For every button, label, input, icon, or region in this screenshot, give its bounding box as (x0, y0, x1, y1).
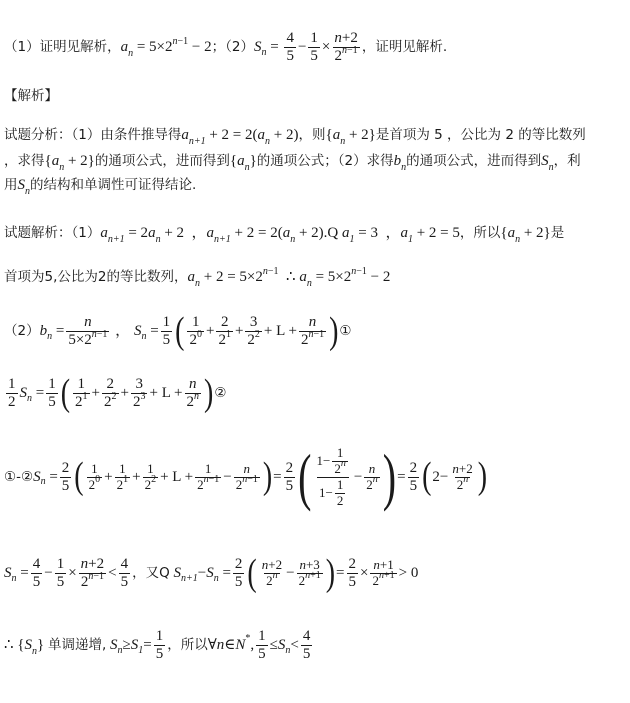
part2-label: （2） (4, 323, 40, 340)
formula-recurrence: $a_{n+1} + 2 = 2(a_n + 2)$ (181, 127, 299, 147)
answer-part3: ，证明见解析. (361, 39, 448, 56)
analysis-text-10: 的结构和单调性可证得结论. (30, 176, 197, 193)
analysis-text-9: 用 (4, 176, 18, 193)
analysis-text-5: 的通项公式，进而得到 (94, 152, 230, 169)
analysis-line-3 (4, 176, 626, 195)
heading-text: 【解析】 (4, 88, 58, 104)
formula-subtraction: S n = $\frac{2}{5}$ ( $\frac{1}{2^0}$ + $\frac{1}{2^1}$ + $\frac{1}{2^2}$ + L + $\frac{1}{2^{n-1}}$ − $\frac{n}{2^{n-1}}$ ) = $\frac{2}{5}$ ( 1− $\frac{1}{2^n}$ 1− $\frac{1}{2}$ − $\frac{n}{2^n}$ ) = $\frac{2}{5}$ ( 2− $\frac{n+2}{2^n}$ ) (33, 440, 488, 513)
solution-text-1: 试题解析：（1） (4, 224, 101, 241)
formula-sn-ref-2: $S_n$ (17, 177, 30, 197)
solution-line-5 (4, 440, 626, 513)
solution-line-2 (4, 268, 626, 287)
analysis-text-2: ，则 (298, 126, 326, 143)
subtract-label: ①-② (4, 468, 34, 485)
solution-text-3: 是 (550, 224, 565, 241)
suoyi-text: ，所以 (167, 637, 208, 654)
circled-two: ② (214, 385, 227, 402)
you-q-text: ，又Q (132, 565, 170, 582)
solution-text-4: 首项为5,公比为2的等比数列， (4, 268, 188, 285)
solution-text-2: ，所以 (459, 224, 501, 241)
analysis-text-3: 是首项为 5 ，公比为 2 的等比数列 (375, 126, 586, 143)
analysis-text-1: 试题分析：（1）由条件推导得 (4, 126, 182, 143)
formula-bn-def: b n = $\frac{n}{5\times 2^{n-1}}$ ， S n = $\frac{1}{5}$ ( $\frac{1}{2^0}$ + $\frac{2}{2^1}$ + $\frac{3}{2^2}$ + L + $\frac{n}{2^{n-1}}$ ) (39, 310, 339, 352)
solution-line-3 (4, 310, 626, 352)
answer-part2: ；（2） (211, 39, 254, 56)
formula-half-sn: $\frac{1}{2}$ S n = $\frac{1}{5}$ ( $\frac{1}{2^1}$ + $\frac{2}{2^2}$ + $\frac{3}{2^3}$ + L + $\frac{n}{2^n}$ ) (8, 372, 214, 414)
formula-final: ∀ n ∈ N * , $\frac{1}{5}$ ≤ S n < $\frac{4}{5}$ (207, 628, 311, 663)
formula-therefore-sn: ∴ $\{S_n\}$ (4, 637, 48, 658)
formula-seq-an: $\{a_n\}$ (229, 153, 257, 173)
formula-sol-2: $a_n + 2 = 5\times 2^{n-1}$ ∴ $a_n = 5\times 2^{n-1} - 2$ (187, 266, 391, 289)
formula-seq-an2: $\{a_n + 2\}$ (325, 127, 376, 147)
analysis-text-6: 的通项公式；（2）求得 (256, 152, 394, 169)
solution-line-1 (4, 224, 626, 243)
analysis-heading (4, 88, 626, 105)
solution-line-7 (4, 628, 626, 664)
answer-part1: （1）证明见解析， (4, 39, 121, 56)
formula-difference: S n+1 − S n = $\frac{2}{5}$ ( $\frac{n+2}{2^n}$ − $\frac{n+3}{2^{n+1}}$ ) = $\frac{2}{5}$ × $\frac{n+1}{2^{n+1}}$ > 0 (173, 552, 419, 594)
analysis-text-4: ，求得 (4, 152, 45, 169)
formula-sol-1: $a_{n+1} = 2a_n + 2$ ，$a_{n+1} + 2 = 2(a_n + 2).Q$ $a_1 = 3$ ，$a_1 + 2 = 5$ (100, 225, 460, 245)
solution-line-6 (4, 552, 626, 594)
solution-line-4 (4, 372, 626, 414)
analysis-text-8: ，利 (553, 152, 581, 169)
analysis-line-2 (4, 152, 626, 171)
formula-sn-bound: S n = $\frac{4}{5}$ − $\frac{1}{5}$ × $\frac{n+2}{2^{n-1}}$ < $\frac{4}{5}$ (4, 556, 129, 591)
formula-seq-an2-b: $\{a_n + 2\}$ (44, 153, 95, 173)
formula-sol-seq: $\{a_n + 2\}$ (500, 225, 551, 245)
formula-sn-min: S n ≥ S 1 = $\frac{1}{5}$ (110, 628, 164, 663)
circled-one: ① (339, 323, 352, 340)
formula-an: $a_n = 5\times 2^{n-1} - 2$ (120, 36, 212, 60)
analysis-line-1 (4, 126, 626, 145)
formula-sn-ref: $S_n$ (541, 153, 554, 173)
analysis-text-7: 的通项公式，进而得到 (406, 152, 542, 169)
formula-sn: S n = $\frac{4}{5}$ − $\frac{1}{5}$ × $\frac{n+2}{2^{n-1}}$ (253, 30, 358, 65)
formula-bn: $b_n$ (393, 153, 407, 173)
monotonic-text: 单调递增, (47, 637, 107, 654)
answer-line (4, 30, 626, 66)
